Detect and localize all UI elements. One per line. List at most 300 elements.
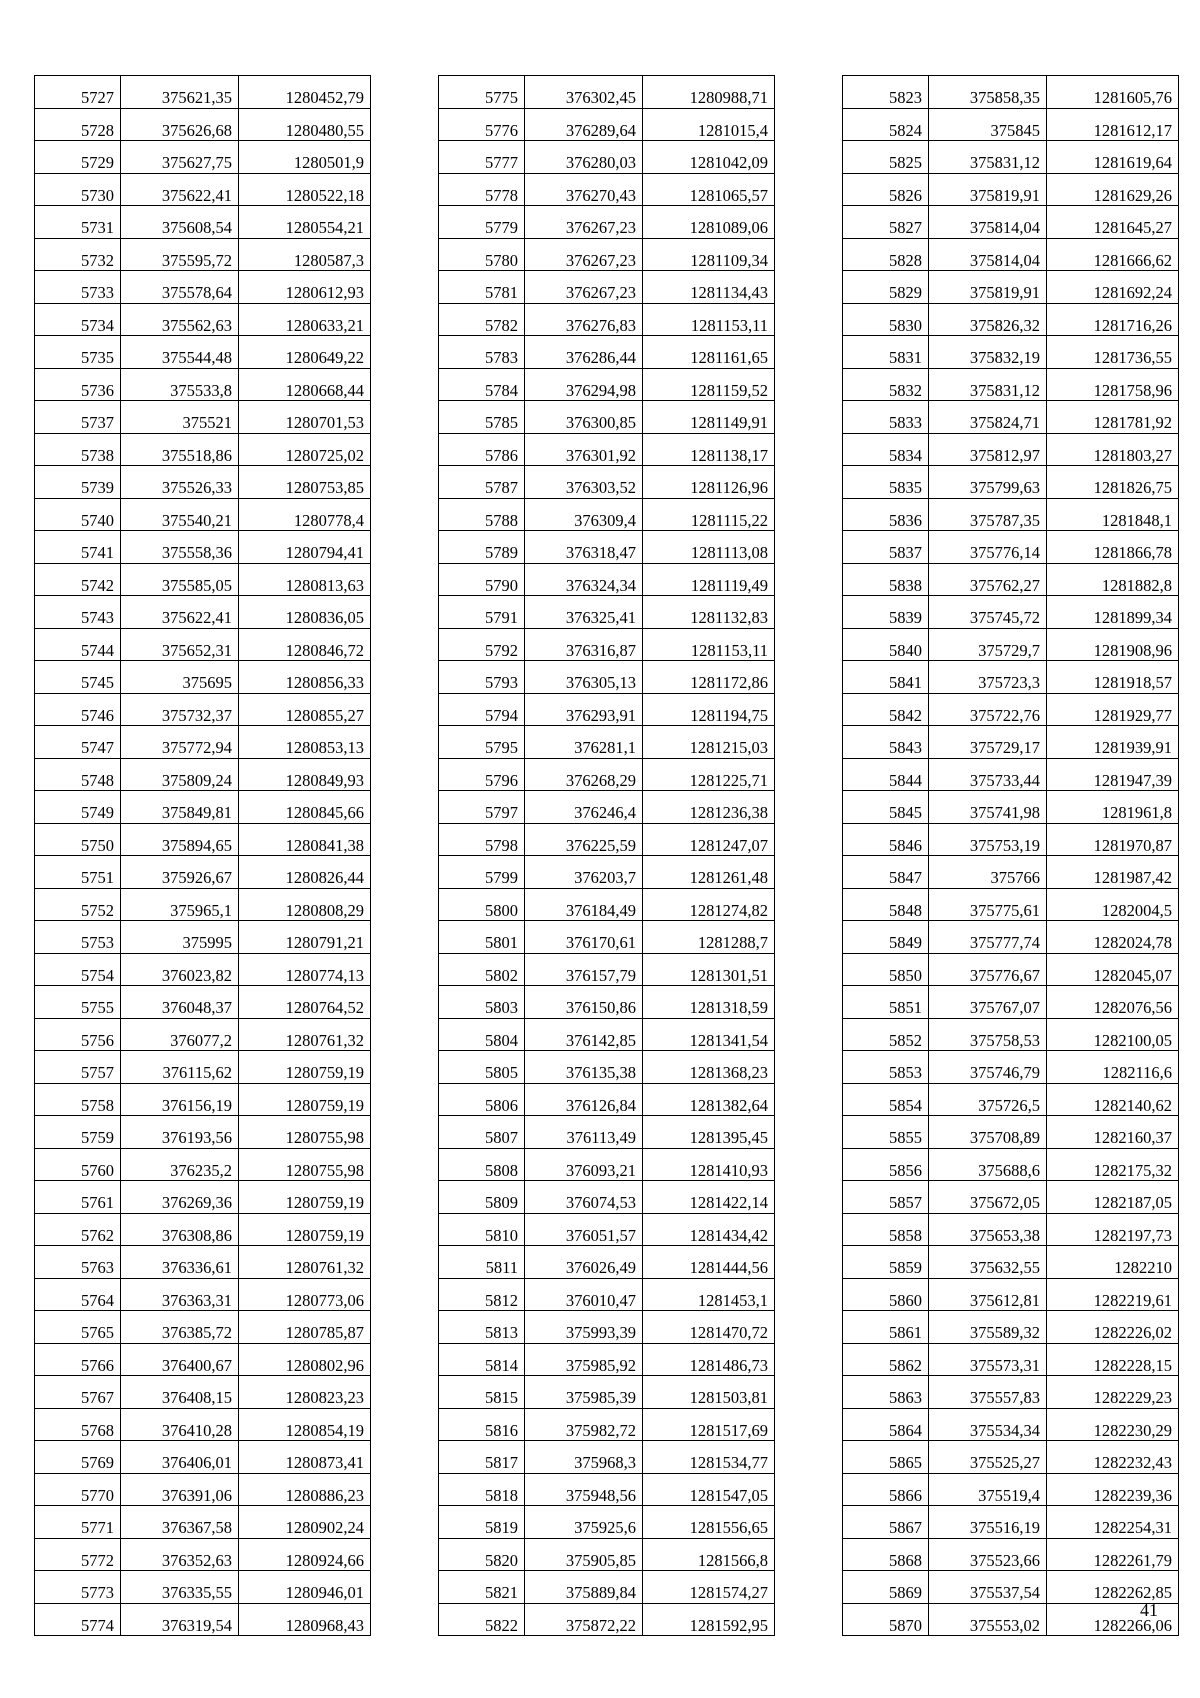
x-coordinate-cell: 376269,36 — [121, 1181, 239, 1214]
point-number-cell: 5737 — [35, 401, 121, 434]
y-coordinate-cell: 1281301,51 — [643, 953, 775, 986]
x-coordinate-cell: 375595,72 — [121, 238, 239, 271]
point-number-cell: 5798 — [439, 823, 525, 856]
y-coordinate-cell: 1280761,32 — [239, 1246, 371, 1279]
point-number-cell: 5804 — [439, 1018, 525, 1051]
y-coordinate-cell: 1281065,57 — [643, 173, 775, 206]
y-coordinate-cell: 1281803,27 — [1047, 433, 1179, 466]
y-coordinate-cell: 1281758,96 — [1047, 368, 1179, 401]
table-row — [843, 303, 1179, 336]
y-coordinate-cell: 1281899,34 — [1047, 596, 1179, 629]
x-coordinate-cell: 375578,64 — [121, 271, 239, 304]
table-row — [439, 1506, 775, 1539]
y-coordinate-cell: 1282024,78 — [1047, 921, 1179, 954]
table-row — [843, 141, 1179, 174]
table-row — [439, 693, 775, 726]
x-coordinate-cell: 375741,98 — [929, 791, 1047, 824]
y-coordinate-cell: 1281368,23 — [643, 1051, 775, 1084]
table-row — [35, 1603, 371, 1636]
point-number-cell: 5800 — [439, 888, 525, 921]
x-coordinate-cell: 376051,57 — [525, 1213, 643, 1246]
x-coordinate-cell: 376408,15 — [121, 1376, 239, 1409]
table-row — [35, 108, 371, 141]
point-number-cell: 5754 — [35, 953, 121, 986]
x-coordinate-cell: 376276,83 — [525, 303, 643, 336]
x-coordinate-cell: 375982,72 — [525, 1408, 643, 1441]
table-row — [843, 498, 1179, 531]
x-coordinate-cell: 376225,59 — [525, 823, 643, 856]
table-row — [35, 823, 371, 856]
table-row — [35, 791, 371, 824]
table-row — [843, 1408, 1179, 1441]
y-coordinate-cell: 1281939,91 — [1047, 726, 1179, 759]
point-number-cell: 5747 — [35, 726, 121, 759]
table-row — [843, 1571, 1179, 1604]
y-coordinate-cell: 1281486,73 — [643, 1343, 775, 1376]
table-row — [35, 1311, 371, 1344]
x-coordinate-cell: 376302,45 — [525, 76, 643, 109]
table-row — [843, 401, 1179, 434]
point-number-cell: 5761 — [35, 1181, 121, 1214]
x-coordinate-cell: 376093,21 — [525, 1148, 643, 1181]
y-coordinate-cell: 1282076,56 — [1047, 986, 1179, 1019]
table-row — [35, 1083, 371, 1116]
x-coordinate-cell: 375965,1 — [121, 888, 239, 921]
coordinate-table-2 — [438, 75, 775, 1636]
point-number-cell: 5816 — [439, 1408, 525, 1441]
x-coordinate-cell: 376193,56 — [121, 1116, 239, 1149]
point-number-cell: 5786 — [439, 433, 525, 466]
x-coordinate-cell: 375557,83 — [929, 1376, 1047, 1409]
y-coordinate-cell: 1281172,86 — [643, 661, 775, 694]
y-coordinate-cell: 1281159,52 — [643, 368, 775, 401]
table-row — [35, 563, 371, 596]
point-number-cell: 5732 — [35, 238, 121, 271]
point-number-cell: 5796 — [439, 758, 525, 791]
x-coordinate-cell: 375849,81 — [121, 791, 239, 824]
table-row — [35, 1538, 371, 1571]
point-number-cell: 5805 — [439, 1051, 525, 1084]
y-coordinate-cell: 1281422,14 — [643, 1181, 775, 1214]
x-coordinate-cell: 376316,87 — [525, 628, 643, 661]
y-coordinate-cell: 1280886,23 — [239, 1473, 371, 1506]
x-coordinate-cell: 376267,23 — [525, 238, 643, 271]
y-coordinate-cell: 1282266,06 — [1047, 1603, 1179, 1636]
point-number-cell: 5863 — [843, 1376, 929, 1409]
table-row — [439, 953, 775, 986]
y-coordinate-cell: 1280855,27 — [239, 693, 371, 726]
x-coordinate-cell: 376308,86 — [121, 1213, 239, 1246]
point-number-cell: 5803 — [439, 986, 525, 1019]
point-number-cell: 5808 — [439, 1148, 525, 1181]
point-number-cell: 5828 — [843, 238, 929, 271]
point-number-cell: 5865 — [843, 1441, 929, 1474]
y-coordinate-cell: 1280649,22 — [239, 336, 371, 369]
table-row — [843, 1051, 1179, 1084]
y-coordinate-cell: 1281132,83 — [643, 596, 775, 629]
point-number-cell: 5783 — [439, 336, 525, 369]
y-coordinate-cell: 1282219,61 — [1047, 1278, 1179, 1311]
table-row — [439, 238, 775, 271]
point-number-cell: 5763 — [35, 1246, 121, 1279]
point-number-cell: 5793 — [439, 661, 525, 694]
table-row — [439, 888, 775, 921]
y-coordinate-cell: 1280668,44 — [239, 368, 371, 401]
table-row — [843, 433, 1179, 466]
point-number-cell: 5851 — [843, 986, 929, 1019]
x-coordinate-cell: 376305,13 — [525, 661, 643, 694]
point-number-cell: 5822 — [439, 1603, 525, 1636]
x-coordinate-cell: 375775,61 — [929, 888, 1047, 921]
table-row — [439, 1018, 775, 1051]
y-coordinate-cell: 1281556,65 — [643, 1506, 775, 1539]
table-row — [439, 986, 775, 1019]
table-row — [35, 856, 371, 889]
table-row — [843, 628, 1179, 661]
x-coordinate-cell: 376074,53 — [525, 1181, 643, 1214]
point-number-cell: 5794 — [439, 693, 525, 726]
x-coordinate-cell: 376267,23 — [525, 271, 643, 304]
x-coordinate-cell: 375762,27 — [929, 563, 1047, 596]
point-number-cell: 5744 — [35, 628, 121, 661]
x-coordinate-cell: 376400,67 — [121, 1343, 239, 1376]
x-coordinate-cell: 376023,82 — [121, 953, 239, 986]
point-number-cell: 5861 — [843, 1311, 929, 1344]
x-coordinate-cell: 376319,54 — [121, 1603, 239, 1636]
y-coordinate-cell: 1281382,64 — [643, 1083, 775, 1116]
x-coordinate-cell: 375872,22 — [525, 1603, 643, 1636]
point-number-cell: 5864 — [843, 1408, 929, 1441]
table-row — [35, 1018, 371, 1051]
table-row — [439, 1148, 775, 1181]
x-coordinate-cell: 376309,4 — [525, 498, 643, 531]
point-number-cell: 5782 — [439, 303, 525, 336]
x-coordinate-cell: 375695 — [121, 661, 239, 694]
table-row — [35, 498, 371, 531]
table-row — [439, 303, 775, 336]
y-coordinate-cell: 1280764,52 — [239, 986, 371, 1019]
x-coordinate-cell: 376113,49 — [525, 1116, 643, 1149]
table-row — [843, 1343, 1179, 1376]
y-coordinate-cell: 1281225,71 — [643, 758, 775, 791]
table-row — [843, 238, 1179, 271]
y-coordinate-cell: 1280612,93 — [239, 271, 371, 304]
x-coordinate-cell: 375553,02 — [929, 1603, 1047, 1636]
x-coordinate-cell: 375926,67 — [121, 856, 239, 889]
point-number-cell: 5778 — [439, 173, 525, 206]
point-number-cell: 5869 — [843, 1571, 929, 1604]
y-coordinate-cell: 1282262,85 — [1047, 1571, 1179, 1604]
point-number-cell: 5776 — [439, 108, 525, 141]
page-number: 41 — [1140, 1600, 1158, 1620]
table-row — [439, 1213, 775, 1246]
y-coordinate-cell: 1282239,36 — [1047, 1473, 1179, 1506]
table-row — [35, 953, 371, 986]
x-coordinate-cell: 375521 — [121, 401, 239, 434]
point-number-cell: 5837 — [843, 531, 929, 564]
y-coordinate-cell: 1280845,66 — [239, 791, 371, 824]
y-coordinate-cell: 1280836,05 — [239, 596, 371, 629]
y-coordinate-cell: 1281716,26 — [1047, 303, 1179, 336]
y-coordinate-cell: 1280856,33 — [239, 661, 371, 694]
y-coordinate-cell: 1281410,93 — [643, 1148, 775, 1181]
point-number-cell: 5841 — [843, 661, 929, 694]
x-coordinate-cell: 375985,92 — [525, 1343, 643, 1376]
table-row — [843, 1506, 1179, 1539]
table-row — [35, 1278, 371, 1311]
point-number-cell: 5812 — [439, 1278, 525, 1311]
point-number-cell: 5859 — [843, 1246, 929, 1279]
y-coordinate-cell: 1280701,53 — [239, 401, 371, 434]
x-coordinate-cell: 375812,97 — [929, 433, 1047, 466]
x-coordinate-cell: 375758,53 — [929, 1018, 1047, 1051]
y-coordinate-cell: 1282229,23 — [1047, 1376, 1179, 1409]
point-number-cell: 5788 — [439, 498, 525, 531]
table-row — [843, 1213, 1179, 1246]
x-coordinate-cell: 375653,38 — [929, 1213, 1047, 1246]
x-coordinate-cell: 376352,63 — [121, 1538, 239, 1571]
point-number-cell: 5758 — [35, 1083, 121, 1116]
x-coordinate-cell: 375526,33 — [121, 466, 239, 499]
x-coordinate-cell: 376203,7 — [525, 856, 643, 889]
x-coordinate-cell: 375772,94 — [121, 726, 239, 759]
x-coordinate-cell: 375831,12 — [929, 368, 1047, 401]
point-number-cell: 5742 — [35, 563, 121, 596]
table-row — [439, 1051, 775, 1084]
x-coordinate-cell: 376246,4 — [525, 791, 643, 824]
table-row — [439, 596, 775, 629]
point-number-cell: 5771 — [35, 1506, 121, 1539]
y-coordinate-cell: 1281119,49 — [643, 563, 775, 596]
x-coordinate-cell: 376157,79 — [525, 953, 643, 986]
y-coordinate-cell: 1280501,9 — [239, 141, 371, 174]
table-row — [843, 596, 1179, 629]
table-row — [439, 1311, 775, 1344]
y-coordinate-cell: 1280808,29 — [239, 888, 371, 921]
y-coordinate-cell: 1280725,02 — [239, 433, 371, 466]
table-row — [843, 1311, 1179, 1344]
x-coordinate-cell: 376318,47 — [525, 531, 643, 564]
y-coordinate-cell: 1280633,21 — [239, 303, 371, 336]
x-coordinate-cell: 375832,19 — [929, 336, 1047, 369]
point-number-cell: 5769 — [35, 1441, 121, 1474]
y-coordinate-cell: 1282004,5 — [1047, 888, 1179, 921]
y-coordinate-cell: 1281161,65 — [643, 336, 775, 369]
y-coordinate-cell: 1281970,87 — [1047, 823, 1179, 856]
table-row — [439, 1116, 775, 1149]
y-coordinate-cell: 1282197,73 — [1047, 1213, 1179, 1246]
y-coordinate-cell: 1282226,02 — [1047, 1311, 1179, 1344]
point-number-cell: 5811 — [439, 1246, 525, 1279]
point-number-cell: 5849 — [843, 921, 929, 954]
table-row — [439, 1376, 775, 1409]
point-number-cell: 5755 — [35, 986, 121, 1019]
x-coordinate-cell: 375585,05 — [121, 563, 239, 596]
x-coordinate-cell: 375745,72 — [929, 596, 1047, 629]
y-coordinate-cell: 1281015,4 — [643, 108, 775, 141]
y-coordinate-cell: 1282232,43 — [1047, 1441, 1179, 1474]
x-coordinate-cell: 376303,52 — [525, 466, 643, 499]
y-coordinate-cell: 1280813,63 — [239, 563, 371, 596]
point-number-cell: 5792 — [439, 628, 525, 661]
point-number-cell: 5836 — [843, 498, 929, 531]
x-coordinate-cell: 376150,86 — [525, 986, 643, 1019]
table-row — [843, 1246, 1179, 1279]
x-coordinate-cell: 375826,32 — [929, 303, 1047, 336]
table-row — [35, 271, 371, 304]
point-number-cell: 5840 — [843, 628, 929, 661]
point-number-cell: 5844 — [843, 758, 929, 791]
x-coordinate-cell: 375746,79 — [929, 1051, 1047, 1084]
table-row — [843, 1538, 1179, 1571]
x-coordinate-cell: 376325,41 — [525, 596, 643, 629]
point-number-cell: 5810 — [439, 1213, 525, 1246]
y-coordinate-cell: 1281089,06 — [643, 206, 775, 239]
y-coordinate-cell: 1280902,24 — [239, 1506, 371, 1539]
y-coordinate-cell: 1280755,98 — [239, 1116, 371, 1149]
point-number-cell: 5807 — [439, 1116, 525, 1149]
y-coordinate-cell: 1281619,64 — [1047, 141, 1179, 174]
y-coordinate-cell: 1280761,32 — [239, 1018, 371, 1051]
table-row — [843, 1278, 1179, 1311]
point-number-cell: 5750 — [35, 823, 121, 856]
table-row — [35, 1408, 371, 1441]
point-number-cell: 5781 — [439, 271, 525, 304]
y-coordinate-cell: 1282160,37 — [1047, 1116, 1179, 1149]
point-number-cell: 5845 — [843, 791, 929, 824]
point-number-cell: 5820 — [439, 1538, 525, 1571]
y-coordinate-cell: 1280759,19 — [239, 1181, 371, 1214]
point-number-cell: 5853 — [843, 1051, 929, 1084]
point-number-cell: 5731 — [35, 206, 121, 239]
x-coordinate-cell: 376294,98 — [525, 368, 643, 401]
table-row — [439, 173, 775, 206]
x-coordinate-cell: 376281,1 — [525, 726, 643, 759]
point-number-cell: 5866 — [843, 1473, 929, 1506]
point-number-cell: 5736 — [35, 368, 121, 401]
x-coordinate-cell: 375523,66 — [929, 1538, 1047, 1571]
table-row — [439, 1083, 775, 1116]
point-number-cell: 5741 — [35, 531, 121, 564]
x-coordinate-cell: 376235,2 — [121, 1148, 239, 1181]
point-number-cell: 5835 — [843, 466, 929, 499]
table-row — [439, 466, 775, 499]
table-row — [843, 758, 1179, 791]
table-row — [843, 1018, 1179, 1051]
x-coordinate-cell: 376135,38 — [525, 1051, 643, 1084]
point-number-cell: 5775 — [439, 76, 525, 109]
point-number-cell: 5862 — [843, 1343, 929, 1376]
table-row — [35, 1213, 371, 1246]
y-coordinate-cell: 1280755,98 — [239, 1148, 371, 1181]
x-coordinate-cell: 376286,44 — [525, 336, 643, 369]
y-coordinate-cell: 1281149,91 — [643, 401, 775, 434]
point-number-cell: 5767 — [35, 1376, 121, 1409]
table-row — [439, 1181, 775, 1214]
x-coordinate-cell: 375608,54 — [121, 206, 239, 239]
y-coordinate-cell: 1280778,4 — [239, 498, 371, 531]
y-coordinate-cell: 1280849,93 — [239, 758, 371, 791]
y-coordinate-cell: 1280785,87 — [239, 1311, 371, 1344]
y-coordinate-cell: 1281138,17 — [643, 433, 775, 466]
point-number-cell: 5730 — [35, 173, 121, 206]
point-number-cell: 5827 — [843, 206, 929, 239]
x-coordinate-cell: 375819,91 — [929, 173, 1047, 206]
point-number-cell: 5806 — [439, 1083, 525, 1116]
y-coordinate-cell: 1281153,11 — [643, 628, 775, 661]
y-coordinate-cell: 1282230,29 — [1047, 1408, 1179, 1441]
point-number-cell: 5765 — [35, 1311, 121, 1344]
point-number-cell: 5846 — [843, 823, 929, 856]
table-row — [35, 336, 371, 369]
y-coordinate-cell: 1280794,41 — [239, 531, 371, 564]
x-coordinate-cell: 375905,85 — [525, 1538, 643, 1571]
table-row — [439, 791, 775, 824]
table-row — [35, 531, 371, 564]
x-coordinate-cell: 376156,19 — [121, 1083, 239, 1116]
table-row — [439, 758, 775, 791]
x-coordinate-cell: 375544,48 — [121, 336, 239, 369]
coordinate-table-1 — [34, 75, 371, 1636]
table-row — [439, 1473, 775, 1506]
x-coordinate-cell: 376077,2 — [121, 1018, 239, 1051]
point-number-cell: 5855 — [843, 1116, 929, 1149]
point-number-cell: 5780 — [439, 238, 525, 271]
table-row — [439, 726, 775, 759]
y-coordinate-cell: 1280480,55 — [239, 108, 371, 141]
table-row — [843, 76, 1179, 109]
y-coordinate-cell: 1280846,72 — [239, 628, 371, 661]
y-coordinate-cell: 1281153,11 — [643, 303, 775, 336]
point-number-cell: 5834 — [843, 433, 929, 466]
point-number-cell: 5802 — [439, 953, 525, 986]
table-row — [35, 1376, 371, 1409]
point-number-cell: 5768 — [35, 1408, 121, 1441]
table-row — [843, 1116, 1179, 1149]
table-row — [843, 693, 1179, 726]
table-row — [439, 856, 775, 889]
table-row — [35, 206, 371, 239]
table-row — [439, 368, 775, 401]
table-row — [439, 661, 775, 694]
table-row — [35, 238, 371, 271]
y-coordinate-cell: 1281318,59 — [643, 986, 775, 1019]
y-coordinate-cell: 1281288,7 — [643, 921, 775, 954]
table-row — [843, 1376, 1179, 1409]
table-row — [439, 823, 775, 856]
y-coordinate-cell: 1281274,82 — [643, 888, 775, 921]
x-coordinate-cell: 375831,12 — [929, 141, 1047, 174]
point-number-cell: 5823 — [843, 76, 929, 109]
y-coordinate-cell: 1280452,79 — [239, 76, 371, 109]
table-row — [35, 628, 371, 661]
x-coordinate-cell: 375787,35 — [929, 498, 1047, 531]
point-number-cell: 5746 — [35, 693, 121, 726]
point-number-cell: 5787 — [439, 466, 525, 499]
point-number-cell: 5819 — [439, 1506, 525, 1539]
point-number-cell: 5784 — [439, 368, 525, 401]
y-coordinate-cell: 1280759,19 — [239, 1213, 371, 1246]
x-coordinate-cell: 375622,41 — [121, 596, 239, 629]
y-coordinate-cell: 1282116,6 — [1047, 1051, 1179, 1084]
y-coordinate-cell: 1282187,05 — [1047, 1181, 1179, 1214]
table-row — [35, 1441, 371, 1474]
x-coordinate-cell: 375573,31 — [929, 1343, 1047, 1376]
table-row — [439, 1343, 775, 1376]
y-coordinate-cell: 1281882,8 — [1047, 563, 1179, 596]
y-coordinate-cell: 1281826,75 — [1047, 466, 1179, 499]
x-coordinate-cell: 376026,49 — [525, 1246, 643, 1279]
